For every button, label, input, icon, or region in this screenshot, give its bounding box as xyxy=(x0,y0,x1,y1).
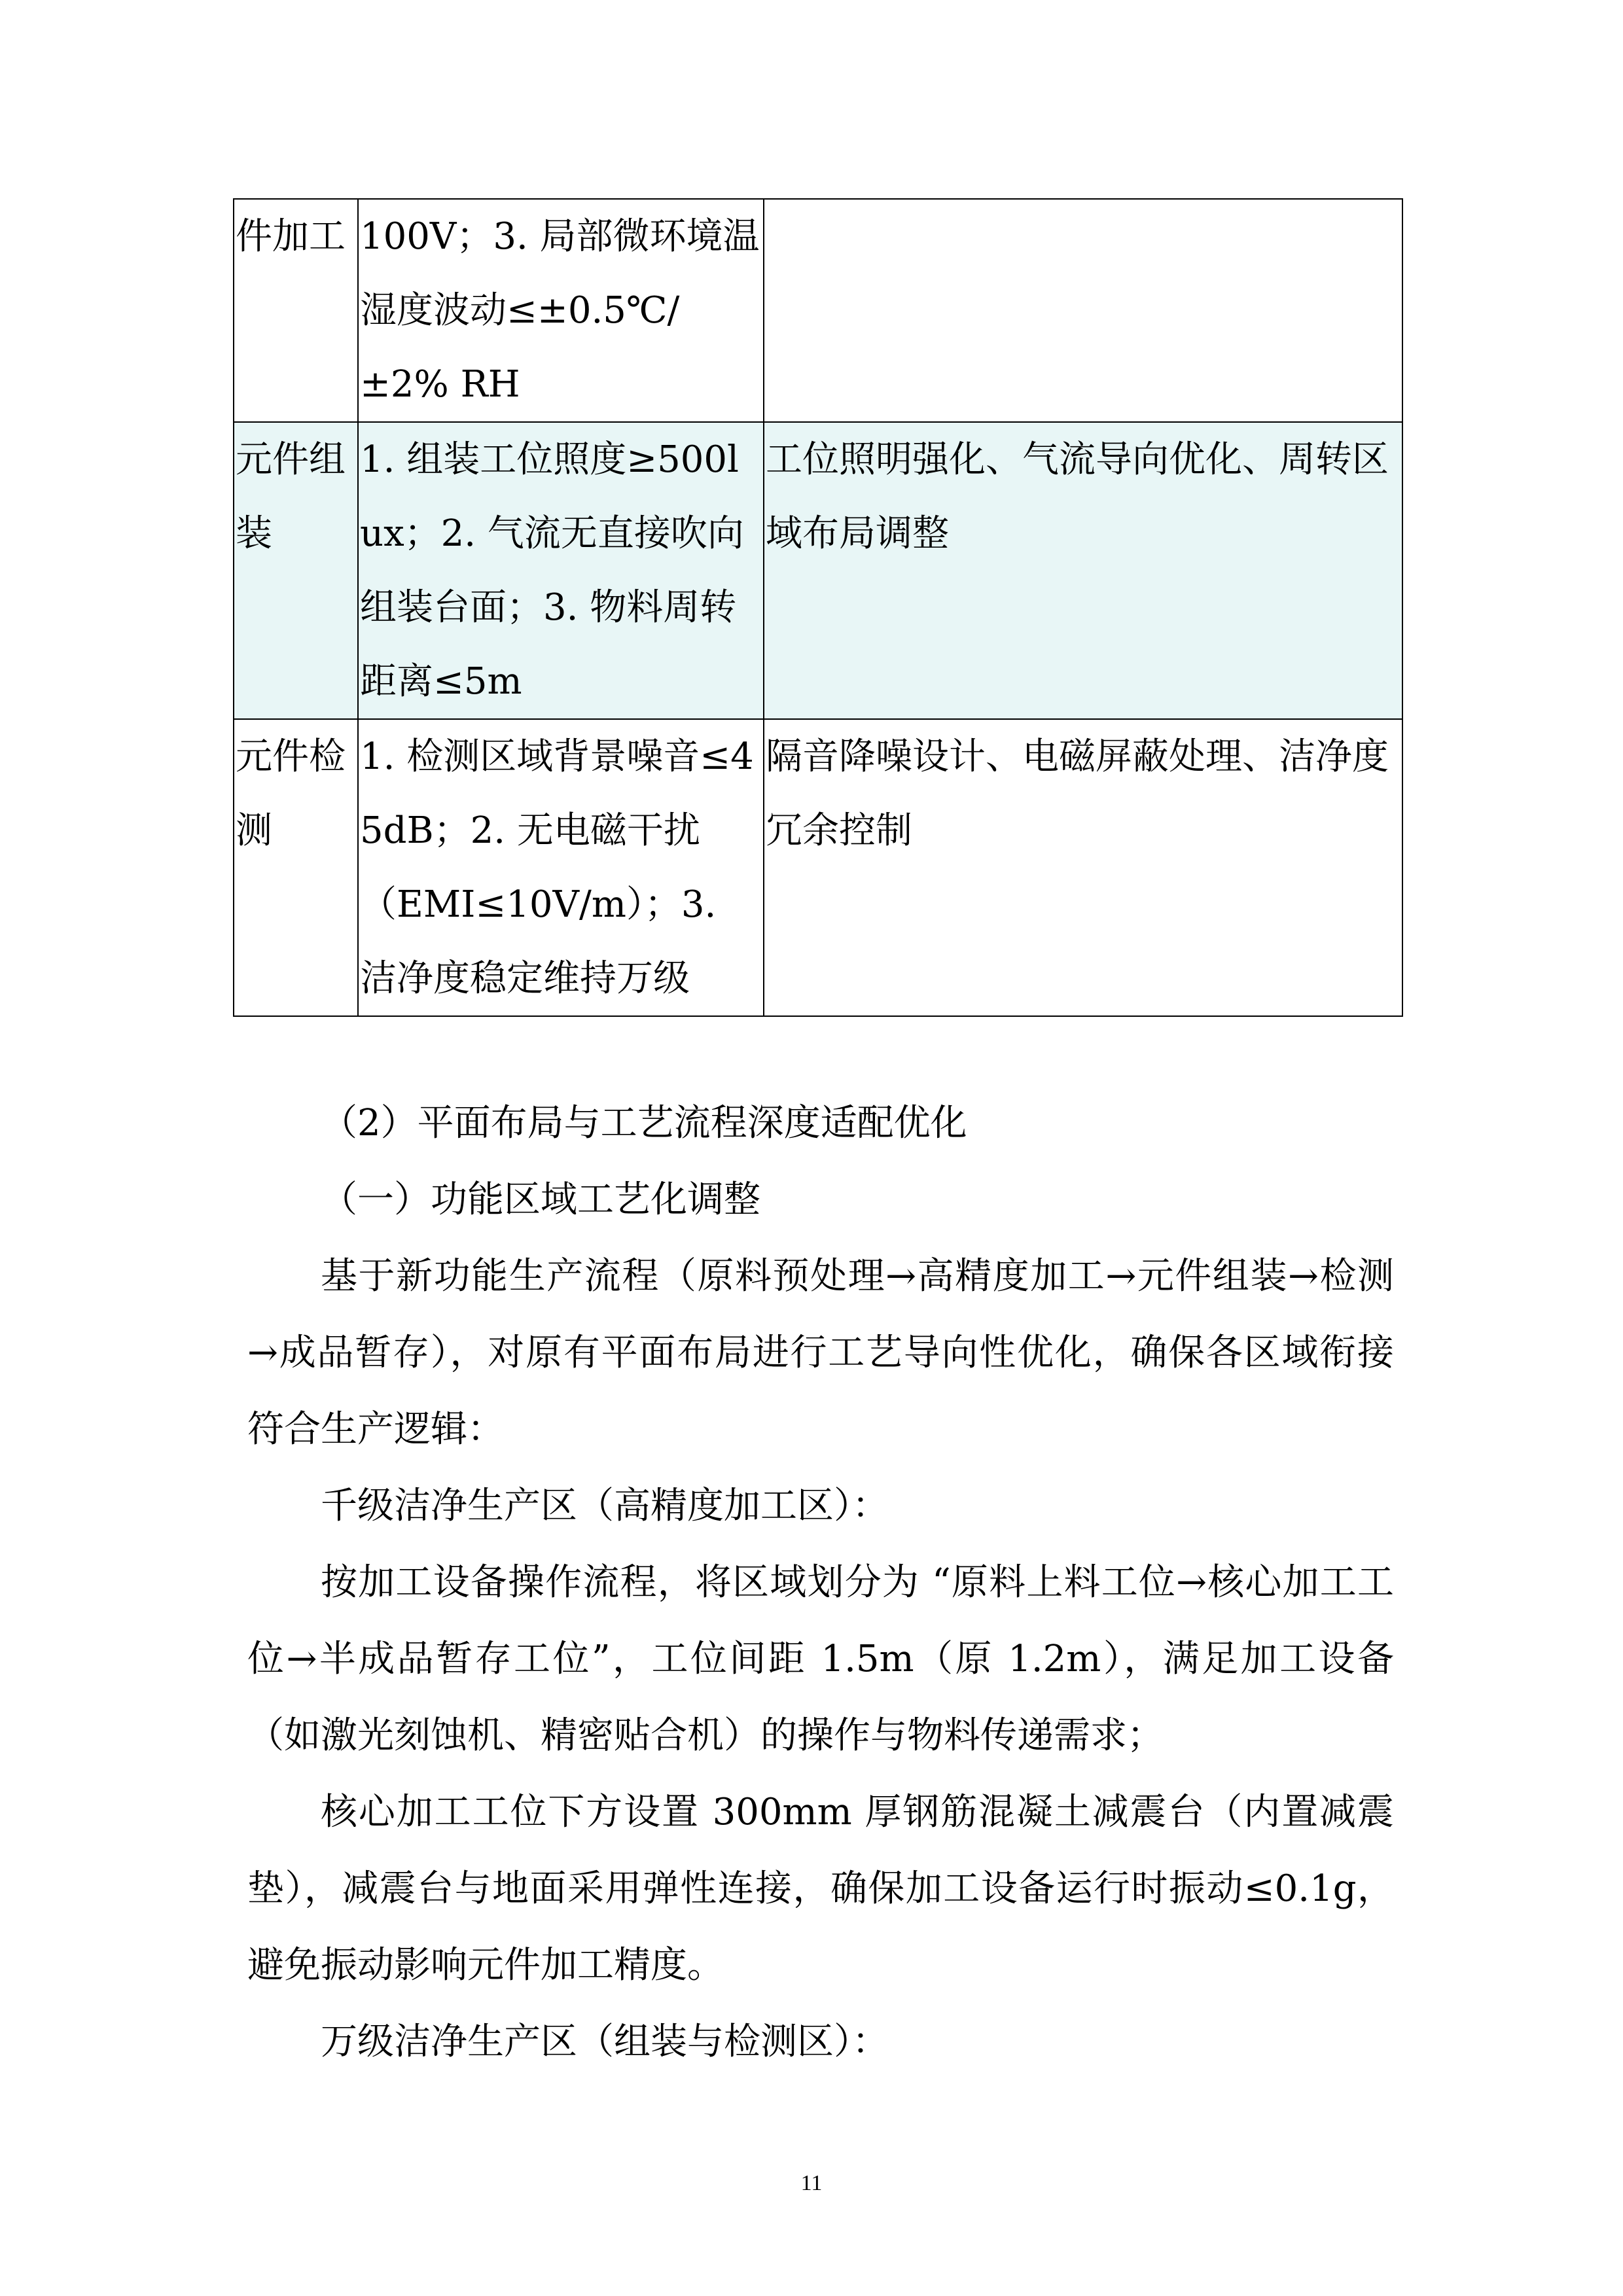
requirement-cell: 1. 组装工位照度≥500lux；2. 气流无直接吹向组装台面；3. 物料周转距离≤5m xyxy=(358,422,764,719)
requirement-cell: 100V；3. 局部微环境温湿度波动≤±0.5℃/±2% RH xyxy=(358,199,764,422)
requirements-table xyxy=(233,198,1403,1017)
table-row xyxy=(234,719,1402,1016)
subsection-heading: （一）功能区域工艺化调整 xyxy=(321,1178,760,1221)
page-number: 11 xyxy=(800,2171,823,2195)
zone-title: 千级洁净生产区（高精度加工区）： xyxy=(321,1485,889,1527)
stage-cell: 件加工 xyxy=(234,199,358,422)
body-paragraph: 按加工设备操作流程，将区域划分为 “原料上料工位→核心加工工位→半成品暂存工位”，工位间距 1.5m（原 1.2m），满足加工设备（如激光刻蚀机、精密贴合机）的操作与物料传递需求； xyxy=(247,1561,1394,1757)
section-heading: （2）平面布局与工艺流程深度适配优化 xyxy=(321,1102,967,1144)
requirement-cell: 1. 检测区域背景噪音≤45dB；2. 无电磁干扰（EMI≤10V/m）；3. 洁净度稳定维持万级 xyxy=(358,719,764,1016)
measure-cell: 隔音降噪设计、电磁屏蔽处理、洁净度冗余控制 xyxy=(764,719,1402,1016)
stage-cell: 元件组装 xyxy=(234,422,358,719)
body-text xyxy=(247,1085,1394,2080)
measure-cell xyxy=(764,199,1402,422)
measure-cell: 工位照明强化、气流导向优化、周转区域布局调整 xyxy=(764,422,1402,719)
stage-cell: 元件检测 xyxy=(234,719,358,1016)
zone-title: 万级洁净生产区（组装与检测区）： xyxy=(321,2021,889,2063)
table-row xyxy=(234,199,1402,422)
table-row xyxy=(234,422,1402,719)
intro-paragraph: 基于新功能生产流程（原料预处理→高精度加工→元件组装→检测→成品暂存），对原有平面布局进行工艺导向性优化，确保各区域衔接符合生产逻辑： xyxy=(247,1255,1395,1451)
body-paragraph: 核心加工工位下方设置 300mm 厚钢筋混凝土减震台（内置减震垫），减震台与地面采用弹性连接，确保加工设备运行时振动≤0.1g，避免振动影响元件加工精度。 xyxy=(247,1791,1394,1987)
